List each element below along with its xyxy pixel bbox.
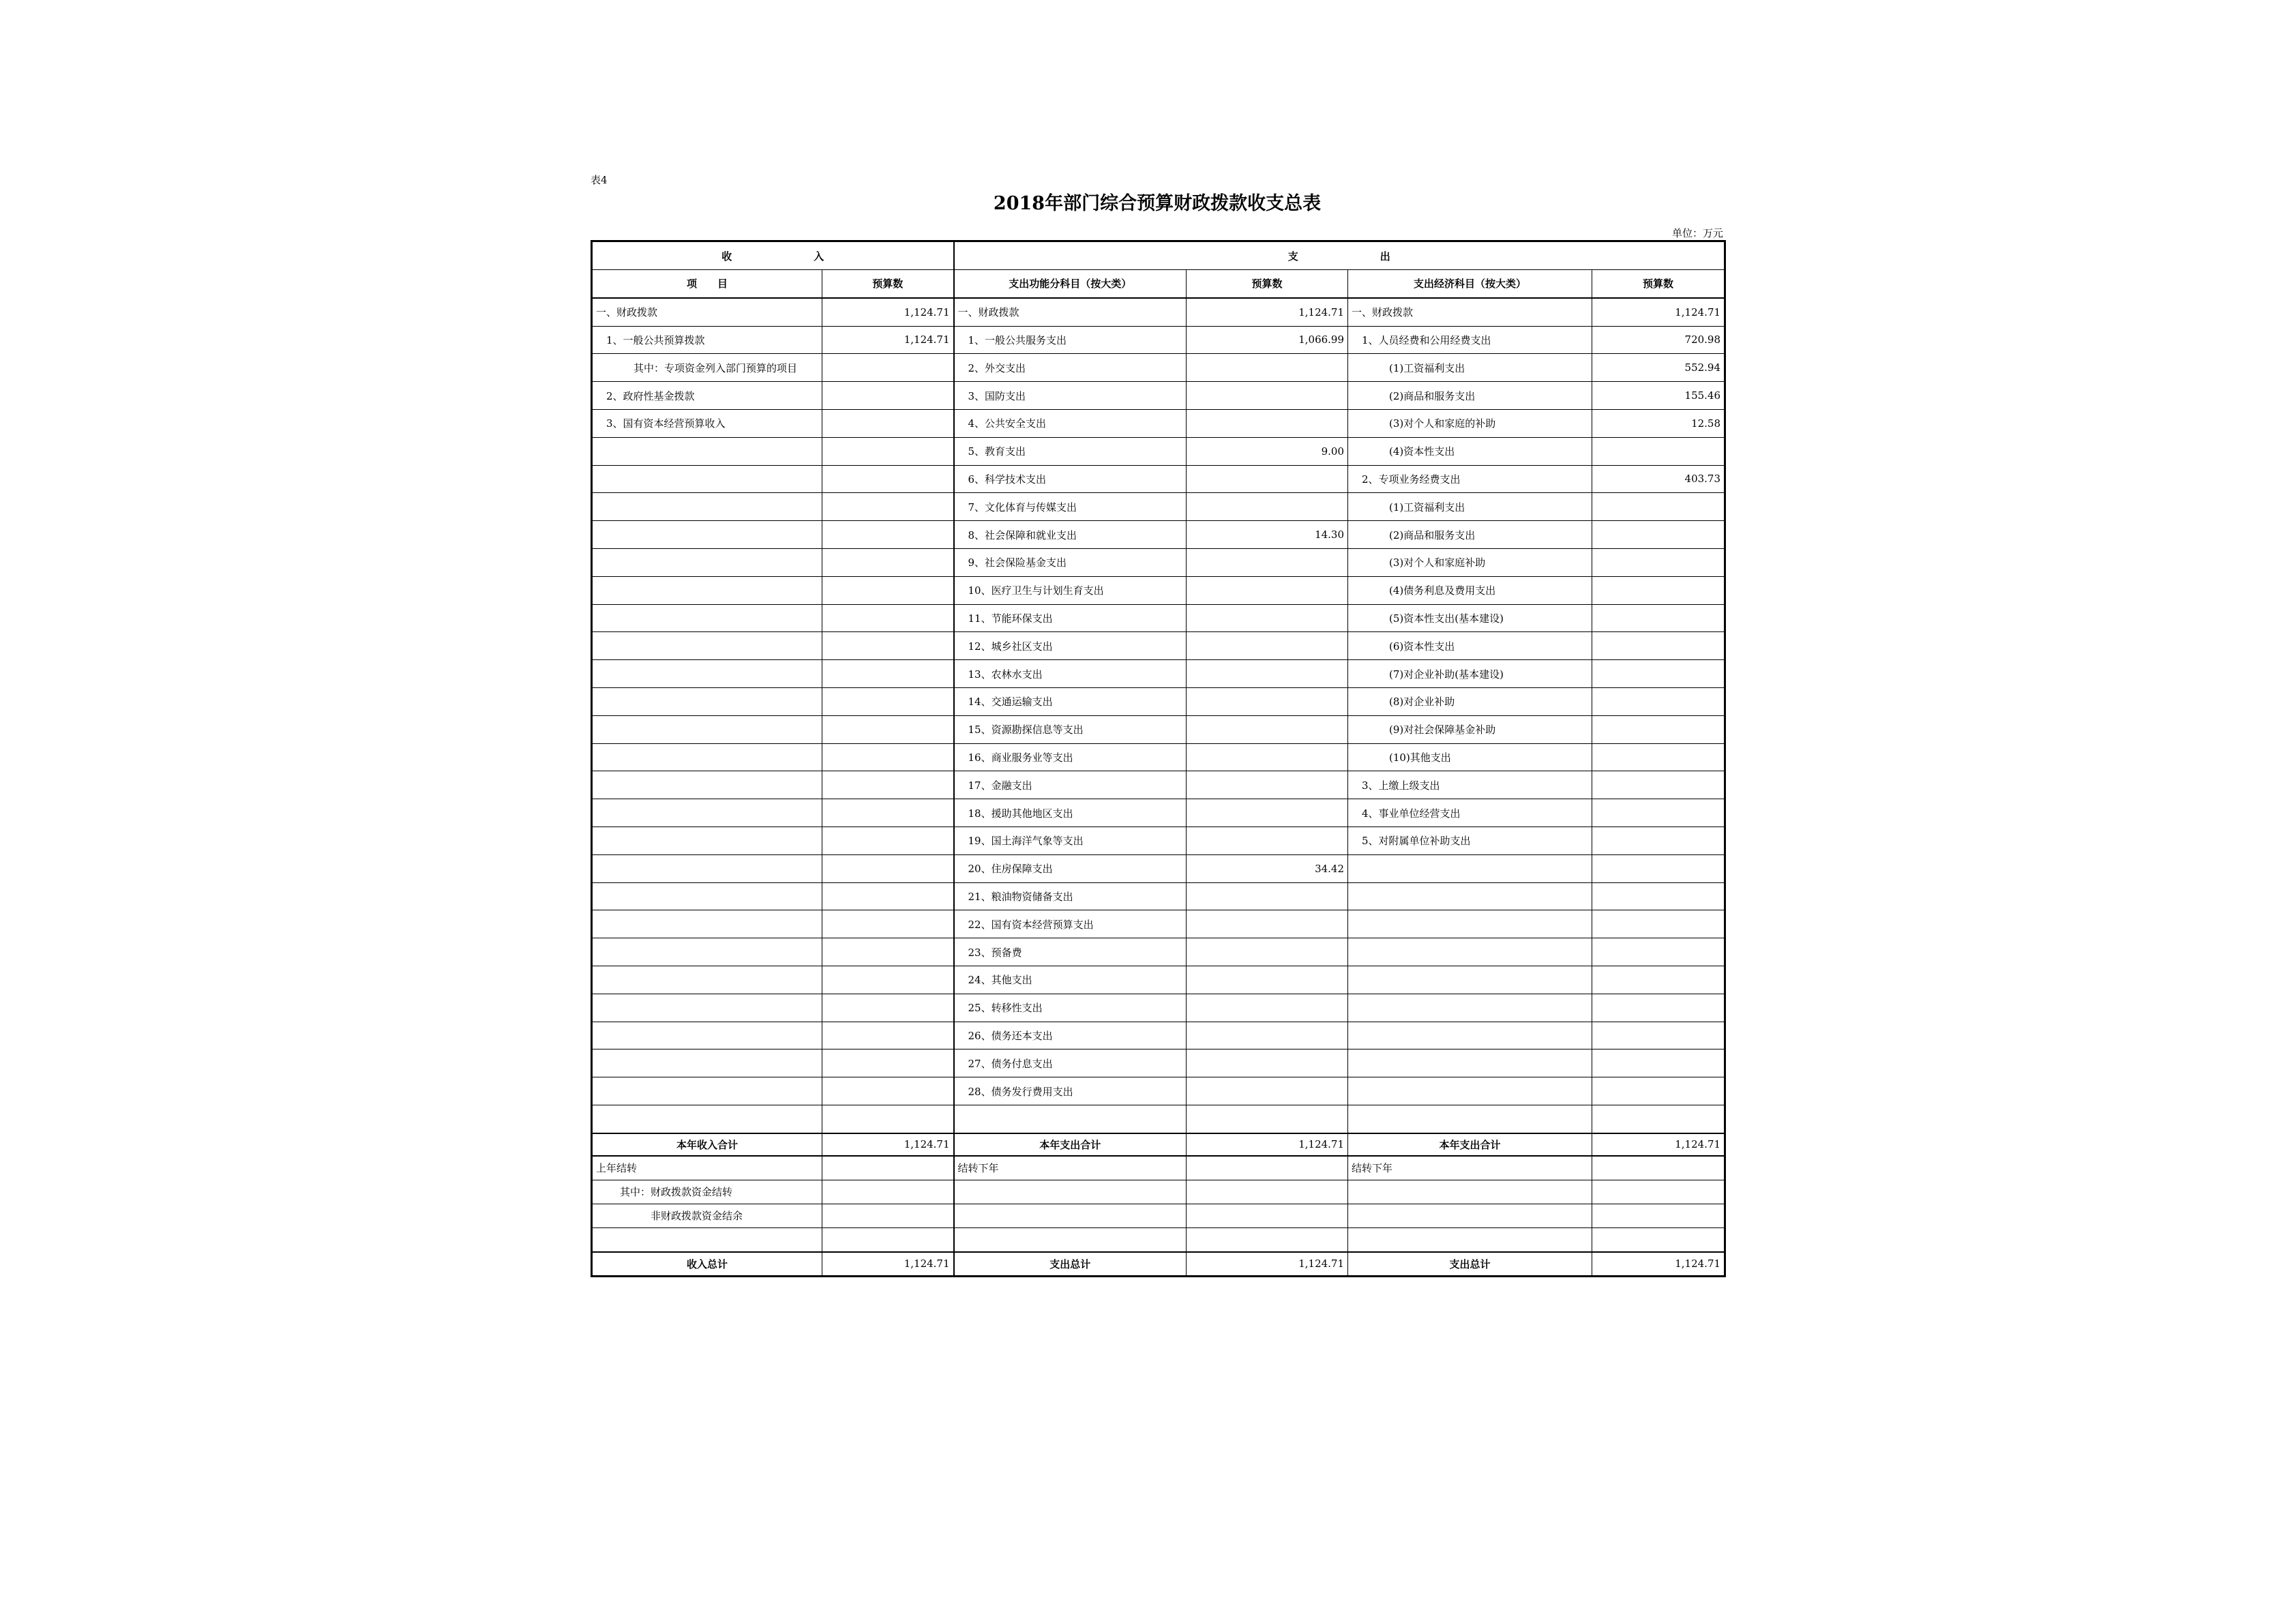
budget-amount-cell xyxy=(822,910,954,938)
item-label-cell: (8)对企业补助 xyxy=(1348,687,1592,715)
table-row xyxy=(592,882,1725,910)
budget-amount-cell xyxy=(1187,354,1348,382)
budget-amount-cell xyxy=(1187,966,1348,994)
budget-amount-cell xyxy=(1187,743,1348,771)
item-label-cell xyxy=(592,1077,822,1105)
column-header: 支出功能分科目（按大类） xyxy=(954,270,1187,298)
budget-amount-cell xyxy=(1187,409,1348,437)
item-label-cell: 20、住房保障支出 xyxy=(954,854,1187,882)
budget-amount-cell xyxy=(822,1105,954,1133)
budget-amount-cell xyxy=(1187,994,1348,1022)
table-row xyxy=(592,687,1725,715)
item-label-cell xyxy=(592,771,822,799)
item-label-cell xyxy=(592,854,822,882)
budget-amount-cell xyxy=(1592,882,1725,910)
column-header: 预算数 xyxy=(1592,270,1725,298)
item-label-cell: 其中：专项资金列入部门预算的项目 xyxy=(592,354,822,382)
item-label-cell: 2、政府性基金拨款 xyxy=(592,382,822,410)
item-label-cell: 支出总计 xyxy=(954,1252,1187,1277)
budget-amount-cell xyxy=(1187,799,1348,827)
budget-amount-cell xyxy=(822,799,954,827)
item-label-cell xyxy=(592,1227,822,1252)
budget-amount-cell xyxy=(1592,576,1725,604)
item-label-cell: 上年结转 xyxy=(592,1156,822,1180)
budget-amount-cell xyxy=(822,715,954,743)
item-label-cell: 7、文化体育与传媒支出 xyxy=(954,493,1187,521)
budget-amount-cell xyxy=(1187,827,1348,854)
item-label-cell: 15、资源勘探信息等支出 xyxy=(954,715,1187,743)
item-label-cell xyxy=(1348,910,1592,938)
item-label-cell: 9、社会保险基金支出 xyxy=(954,548,1187,576)
budget-amount-cell xyxy=(822,1227,954,1252)
budget-amount-cell xyxy=(1592,938,1725,966)
item-label-cell xyxy=(592,882,822,910)
item-label-cell xyxy=(592,632,822,660)
item-label-cell: 8、社会保障和就业支出 xyxy=(954,521,1187,549)
budget-amount-cell xyxy=(822,687,954,715)
item-label-cell xyxy=(1348,1049,1592,1077)
section-header-row xyxy=(592,241,1725,270)
item-label-cell: (1)工资福利支出 xyxy=(1348,354,1592,382)
table-row xyxy=(592,771,1725,799)
item-label-cell: (6)资本性支出 xyxy=(1348,632,1592,660)
item-label-cell: 21、粮油物资储备支出 xyxy=(954,882,1187,910)
budget-amount-cell xyxy=(822,354,954,382)
budget-amount-cell xyxy=(822,548,954,576)
item-label-cell xyxy=(592,521,822,549)
document-title: 2018年部门综合预算财政拨款收支总表 xyxy=(993,193,1322,214)
item-label-cell: (5)资本性支出(基本建设) xyxy=(1348,604,1592,632)
budget-amount-cell xyxy=(1592,493,1725,521)
item-label-cell: 本年支出合计 xyxy=(954,1133,1187,1156)
item-label-cell xyxy=(1348,966,1592,994)
table-row xyxy=(592,660,1725,688)
budget-amount-cell xyxy=(1187,465,1348,493)
budget-amount-cell xyxy=(1592,1105,1725,1133)
column-header: 项 目 xyxy=(592,270,822,298)
item-label-cell xyxy=(1348,994,1592,1022)
item-label-cell: 一、财政拨款 xyxy=(1348,298,1592,326)
budget-amount-cell xyxy=(822,465,954,493)
table-row xyxy=(592,1204,1725,1227)
item-label-cell: (3)对个人和家庭补助 xyxy=(1348,548,1592,576)
budget-amount-cell: 403.73 xyxy=(1592,465,1725,493)
item-label-cell: 支出总计 xyxy=(1348,1252,1592,1277)
item-label-cell: 4、公共安全支出 xyxy=(954,409,1187,437)
budget-amount-cell xyxy=(1187,604,1348,632)
budget-amount-cell xyxy=(822,437,954,465)
item-label-cell xyxy=(954,1180,1187,1204)
budget-amount-cell xyxy=(822,827,954,854)
item-label-cell xyxy=(1348,1204,1592,1227)
table-row xyxy=(592,632,1725,660)
table-number: 表4 xyxy=(591,174,608,186)
item-label-cell: 2、外交支出 xyxy=(954,354,1187,382)
budget-amount-cell xyxy=(822,382,954,410)
item-label-cell: (10)其他支出 xyxy=(1348,743,1592,771)
budget-amount-cell xyxy=(1187,1227,1348,1252)
item-label-cell: 25、转移性支出 xyxy=(954,994,1187,1022)
column-header: 支出经济科目（按大类） xyxy=(1348,270,1592,298)
budget-amount-cell xyxy=(1187,493,1348,521)
item-label-cell xyxy=(592,938,822,966)
item-label-cell: 非财政拨款资金结余 xyxy=(592,1204,822,1227)
table-row xyxy=(592,715,1725,743)
item-label-cell xyxy=(1348,1227,1592,1252)
table-row xyxy=(592,576,1725,604)
table-row xyxy=(592,1022,1725,1049)
budget-amount-cell xyxy=(1592,715,1725,743)
budget-amount-cell xyxy=(1592,966,1725,994)
budget-amount-cell xyxy=(1187,1204,1348,1227)
table-row xyxy=(592,1180,1725,1204)
budget-amount-cell xyxy=(1592,687,1725,715)
item-label-cell xyxy=(592,743,822,771)
budget-amount-cell xyxy=(1592,632,1725,660)
table-row xyxy=(592,298,1725,326)
budget-amount-cell xyxy=(822,966,954,994)
table-row xyxy=(592,493,1725,521)
item-label-cell: 4、事业单位经营支出 xyxy=(1348,799,1592,827)
item-label-cell: 18、援助其他地区支出 xyxy=(954,799,1187,827)
item-label-cell: (4)资本性支出 xyxy=(1348,437,1592,465)
budget-amount-cell xyxy=(1592,1227,1725,1252)
item-label-cell: 17、金融支出 xyxy=(954,771,1187,799)
item-label-cell xyxy=(1348,882,1592,910)
budget-amount-cell xyxy=(822,660,954,688)
table-row xyxy=(592,326,1725,354)
budget-amount-cell: 1,124.71 xyxy=(822,298,954,326)
item-label-cell: (2)商品和服务支出 xyxy=(1348,521,1592,549)
table-row xyxy=(592,1227,1725,1252)
budget-amount-cell: 9.00 xyxy=(1187,437,1348,465)
item-label-cell xyxy=(592,493,822,521)
column-header: 预算数 xyxy=(822,270,954,298)
subtotal-row xyxy=(592,1133,1725,1156)
column-header-row xyxy=(592,270,1725,298)
budget-amount-cell: 1,124.71 xyxy=(1187,298,1348,326)
item-label-cell: 结转下年 xyxy=(1348,1156,1592,1180)
table-row xyxy=(592,854,1725,882)
item-label-cell: 23、预备费 xyxy=(954,938,1187,966)
table-row xyxy=(592,938,1725,966)
item-label-cell: (4)债务利息及费用支出 xyxy=(1348,576,1592,604)
table-row xyxy=(592,604,1725,632)
item-label-cell: 3、国有资本经营预算收入 xyxy=(592,409,822,437)
item-label-cell: (2)商品和服务支出 xyxy=(1348,382,1592,410)
item-label-cell: 27、债务付息支出 xyxy=(954,1049,1187,1077)
item-label-cell: 24、其他支出 xyxy=(954,966,1187,994)
table-row xyxy=(592,521,1725,549)
item-label-cell: (9)对社会保障基金补助 xyxy=(1348,715,1592,743)
item-label-cell: 本年支出合计 xyxy=(1348,1133,1592,1156)
item-label-cell xyxy=(1348,1180,1592,1204)
item-label-cell xyxy=(954,1105,1187,1133)
budget-amount-cell xyxy=(822,1022,954,1049)
item-label-cell xyxy=(592,1022,822,1049)
table-row xyxy=(592,409,1725,437)
item-label-cell: 其中：财政拨款资金结转 xyxy=(592,1180,822,1204)
budget-amount-cell xyxy=(822,632,954,660)
table-row xyxy=(592,1049,1725,1077)
item-label-cell: 14、交通运输支出 xyxy=(954,687,1187,715)
budget-amount-cell xyxy=(1592,827,1725,854)
budget-amount-cell xyxy=(1187,382,1348,410)
table-row xyxy=(592,354,1725,382)
budget-amount-cell xyxy=(822,409,954,437)
item-label-cell xyxy=(1348,854,1592,882)
table-row xyxy=(592,1105,1725,1133)
item-label-cell: 11、节能环保支出 xyxy=(954,604,1187,632)
budget-amount-cell xyxy=(1592,743,1725,771)
item-label-cell: 6、科学技术支出 xyxy=(954,465,1187,493)
budget-amount-cell xyxy=(1592,604,1725,632)
budget-amount-cell xyxy=(822,1156,954,1180)
budget-amount-cell xyxy=(1187,715,1348,743)
item-label-cell xyxy=(592,827,822,854)
budget-amount-cell xyxy=(1187,1105,1348,1133)
budget-amount-cell xyxy=(1187,576,1348,604)
item-label-cell xyxy=(592,1105,822,1133)
budget-amount-cell xyxy=(1592,1180,1725,1204)
budget-amount-cell xyxy=(822,882,954,910)
table-row xyxy=(592,382,1725,410)
budget-amount-cell: 1,124.71 xyxy=(1592,1252,1725,1277)
budget-amount-cell xyxy=(1592,660,1725,688)
budget-amount-cell: 552.94 xyxy=(1592,354,1725,382)
item-label-cell: 10、医疗卫生与计划生育支出 xyxy=(954,576,1187,604)
budget-amount-cell: 1,124.71 xyxy=(822,326,954,354)
item-label-cell xyxy=(1348,1105,1592,1133)
budget-amount-cell xyxy=(1187,1156,1348,1180)
item-label-cell: 5、教育支出 xyxy=(954,437,1187,465)
item-label-cell xyxy=(592,799,822,827)
budget-amount-cell xyxy=(1592,1022,1725,1049)
item-label-cell xyxy=(592,910,822,938)
budget-amount-cell xyxy=(1592,854,1725,882)
budget-amount-cell xyxy=(1187,687,1348,715)
budget-amount-cell xyxy=(822,771,954,799)
budget-amount-cell: 1,124.71 xyxy=(1187,1252,1348,1277)
table-row xyxy=(592,1156,1725,1180)
table-row xyxy=(592,910,1725,938)
item-label-cell: 收入总计 xyxy=(592,1252,822,1277)
budget-amount-cell xyxy=(1187,1180,1348,1204)
budget-amount-cell xyxy=(1187,632,1348,660)
budget-amount-cell: 34.42 xyxy=(1187,854,1348,882)
budget-amount-cell xyxy=(822,743,954,771)
item-label-cell: 1、人员经费和公用经费支出 xyxy=(1348,326,1592,354)
item-label-cell xyxy=(592,994,822,1022)
item-label-cell xyxy=(592,715,822,743)
budget-amount-cell xyxy=(1187,1077,1348,1105)
item-label-cell xyxy=(1348,938,1592,966)
budget-amount-cell: 12.58 xyxy=(1592,409,1725,437)
item-label-cell: (7)对企业补助(基本建设) xyxy=(1348,660,1592,688)
expense-section-header: 支 出 xyxy=(954,241,1725,270)
budget-amount-cell xyxy=(822,938,954,966)
item-label-cell xyxy=(592,437,822,465)
budget-summary-table xyxy=(591,240,1726,1277)
budget-amount-cell xyxy=(822,576,954,604)
budget-amount-cell: 720.98 xyxy=(1592,326,1725,354)
item-label-cell xyxy=(1348,1077,1592,1105)
budget-amount-cell xyxy=(822,1077,954,1105)
income-section-header: 收 入 xyxy=(592,241,954,270)
budget-amount-cell: 1,124.71 xyxy=(1187,1133,1348,1156)
budget-amount-cell xyxy=(1187,1022,1348,1049)
item-label-cell: 1、一般公共预算拨款 xyxy=(592,326,822,354)
budget-amount-cell: 1,124.71 xyxy=(822,1252,954,1277)
item-label-cell: 3、国防支出 xyxy=(954,382,1187,410)
budget-amount-cell xyxy=(1592,994,1725,1022)
item-label-cell: 一、财政拨款 xyxy=(592,298,822,326)
table-row xyxy=(592,1077,1725,1105)
budget-amount-cell xyxy=(1187,1049,1348,1077)
budget-amount-cell xyxy=(822,854,954,882)
budget-amount-cell: 1,124.71 xyxy=(822,1133,954,1156)
item-label-cell xyxy=(592,966,822,994)
budget-amount-cell xyxy=(1592,1156,1725,1180)
table-row xyxy=(592,548,1725,576)
table-row xyxy=(592,743,1725,771)
budget-amount-cell: 1,066.99 xyxy=(1187,326,1348,354)
budget-amount-cell xyxy=(822,604,954,632)
item-label-cell xyxy=(592,687,822,715)
table-row xyxy=(592,465,1725,493)
item-label-cell xyxy=(592,604,822,632)
budget-amount-cell xyxy=(822,1180,954,1204)
budget-amount-cell xyxy=(1187,548,1348,576)
budget-amount-cell: 1,124.71 xyxy=(1592,298,1725,326)
budget-amount-cell xyxy=(1592,1077,1725,1105)
budget-amount-cell xyxy=(1592,771,1725,799)
column-header: 预算数 xyxy=(1187,270,1348,298)
budget-amount-cell xyxy=(822,493,954,521)
item-label-cell xyxy=(954,1227,1187,1252)
budget-amount-cell xyxy=(1187,938,1348,966)
item-label-cell: 26、债务还本支出 xyxy=(954,1022,1187,1049)
budget-amount-cell: 1,124.71 xyxy=(1592,1133,1725,1156)
budget-amount-cell xyxy=(1592,521,1725,549)
item-label-cell: 5、对附属单位补助支出 xyxy=(1348,827,1592,854)
budget-amount-cell xyxy=(1187,771,1348,799)
item-label-cell: 13、农林水支出 xyxy=(954,660,1187,688)
item-label-cell xyxy=(592,465,822,493)
budget-amount-cell xyxy=(1592,799,1725,827)
budget-amount-cell xyxy=(822,521,954,549)
item-label-cell: 16、商业服务业等支出 xyxy=(954,743,1187,771)
budget-amount-cell xyxy=(1592,910,1725,938)
budget-amount-cell xyxy=(1187,882,1348,910)
budget-amount-cell xyxy=(1187,660,1348,688)
item-label-cell: 3、上缴上级支出 xyxy=(1348,771,1592,799)
item-label-cell xyxy=(592,660,822,688)
item-label-cell xyxy=(592,1049,822,1077)
table-row xyxy=(592,799,1725,827)
item-label-cell: 19、国土海洋气象等支出 xyxy=(954,827,1187,854)
item-label-cell: 2、专项业务经费支出 xyxy=(1348,465,1592,493)
item-label-cell xyxy=(954,1204,1187,1227)
budget-amount-cell xyxy=(822,1204,954,1227)
item-label-cell xyxy=(1348,1022,1592,1049)
item-label-cell xyxy=(592,548,822,576)
budget-amount-cell xyxy=(1592,437,1725,465)
item-label-cell: 22、国有资本经营预算支出 xyxy=(954,910,1187,938)
grand-total-row xyxy=(592,1252,1725,1277)
table-row xyxy=(592,827,1725,854)
item-label-cell: (3)对个人和家庭的补助 xyxy=(1348,409,1592,437)
budget-amount-cell xyxy=(1592,1204,1725,1227)
item-label-cell: 结转下年 xyxy=(954,1156,1187,1180)
table-row xyxy=(592,994,1725,1022)
unit-label: 单位：万元 xyxy=(1671,227,1723,239)
budget-amount-cell xyxy=(1187,910,1348,938)
item-label-cell: 1、一般公共服务支出 xyxy=(954,326,1187,354)
item-label-cell: (1)工资福利支出 xyxy=(1348,493,1592,521)
budget-amount-cell xyxy=(822,1049,954,1077)
budget-amount-cell xyxy=(822,994,954,1022)
item-label-cell xyxy=(592,576,822,604)
budget-amount-cell: 14.30 xyxy=(1187,521,1348,549)
budget-amount-cell xyxy=(1592,548,1725,576)
item-label-cell: 本年收入合计 xyxy=(592,1133,822,1156)
table-row xyxy=(592,437,1725,465)
budget-amount-cell xyxy=(1592,1049,1725,1077)
table-row xyxy=(592,966,1725,994)
item-label-cell: 一、财政拨款 xyxy=(954,298,1187,326)
item-label-cell: 12、城乡社区支出 xyxy=(954,632,1187,660)
budget-amount-cell: 155.46 xyxy=(1592,382,1725,410)
item-label-cell: 28、债务发行费用支出 xyxy=(954,1077,1187,1105)
